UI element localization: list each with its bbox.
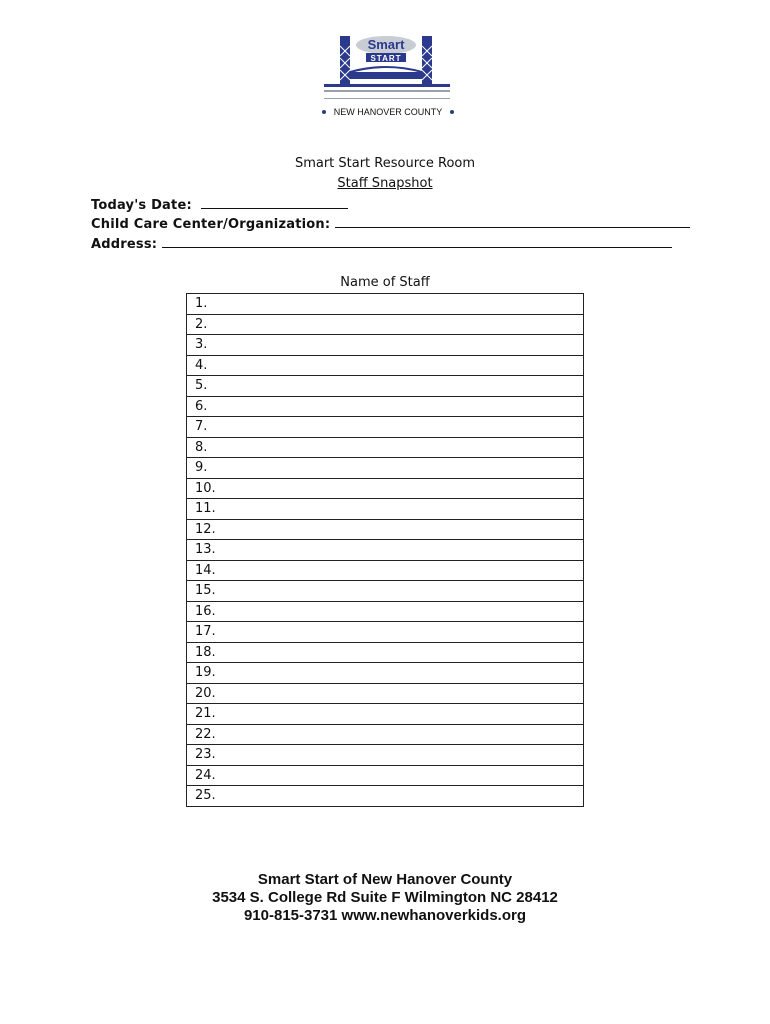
staff-row-number[interactable]: 16. <box>187 601 584 622</box>
staff-row-number[interactable]: 5. <box>187 376 584 397</box>
svg-text:Smart: Smart <box>367 37 405 52</box>
staff-row-number[interactable]: 25. <box>187 786 584 807</box>
table-row[interactable] <box>187 376 584 397</box>
staff-row-number[interactable]: 15. <box>187 581 584 602</box>
staff-row-number[interactable]: 18. <box>187 642 584 663</box>
table-row[interactable] <box>187 745 584 766</box>
staff-row-number[interactable]: 19. <box>187 663 584 684</box>
table-row[interactable] <box>187 540 584 561</box>
todays-date-blank[interactable] <box>201 196 348 209</box>
table-row[interactable] <box>187 396 584 417</box>
footer-organization: Smart Start of New Hanover County <box>257 871 513 888</box>
svg-text:START: START <box>370 54 402 63</box>
table-row[interactable] <box>187 765 584 786</box>
table-row[interactable] <box>187 601 584 622</box>
document-title: Smart Start Resource Room <box>294 156 476 171</box>
staff-row-number[interactable]: 10. <box>187 478 584 499</box>
staff-row-number[interactable]: 13. <box>187 540 584 561</box>
staff-row-number[interactable]: 23. <box>187 745 584 766</box>
staff-row-number[interactable]: 3. <box>187 335 584 356</box>
staff-row-number[interactable]: 9. <box>187 458 584 479</box>
todays-date-label: Today's Date: <box>91 198 192 213</box>
staff-row-number[interactable]: 11. <box>187 499 584 520</box>
table-row[interactable] <box>187 437 584 458</box>
staff-row-number[interactable]: 4. <box>187 355 584 376</box>
table-row[interactable] <box>187 663 584 684</box>
table-row[interactable] <box>187 519 584 540</box>
table-row[interactable] <box>187 704 584 725</box>
address-field[interactable] <box>91 235 672 252</box>
table-row[interactable] <box>187 499 584 520</box>
staff-row-number[interactable]: 24. <box>187 765 584 786</box>
table-row[interactable] <box>187 581 584 602</box>
organization-label: Child Care Center/Organization: <box>91 217 331 232</box>
staff-table <box>186 293 584 807</box>
staff-row-number[interactable]: 14. <box>187 560 584 581</box>
document-subtitle: Staff Snapshot <box>337 176 433 191</box>
table-row[interactable] <box>187 786 584 807</box>
table-row[interactable] <box>187 458 584 479</box>
organization-blank[interactable] <box>335 215 690 228</box>
staff-row-number[interactable]: 1. <box>187 294 584 315</box>
staff-row-number[interactable]: 20. <box>187 683 584 704</box>
staff-row-number[interactable]: 17. <box>187 622 584 643</box>
staff-row-number[interactable]: 7. <box>187 417 584 438</box>
table-row[interactable] <box>187 642 584 663</box>
svg-text:NEW HANOVER COUNTY: NEW HANOVER COUNTY <box>333 107 443 117</box>
table-row[interactable] <box>187 622 584 643</box>
staff-column-header: Name of Staff <box>340 275 430 290</box>
table-row[interactable] <box>187 478 584 499</box>
staff-row-number[interactable]: 2. <box>187 314 584 335</box>
address-label: Address: <box>91 237 158 252</box>
staff-row-number[interactable]: 21. <box>187 704 584 725</box>
todays-date-field[interactable] <box>91 196 348 213</box>
footer-address: 3534 S. College Rd Suite F Wilmington NC 28412 <box>212 889 558 906</box>
address-blank[interactable] <box>162 235 672 248</box>
table-row[interactable] <box>187 724 584 745</box>
table-row[interactable] <box>187 683 584 704</box>
table-row[interactable] <box>187 417 584 438</box>
organization-field[interactable] <box>91 215 690 232</box>
table-row[interactable] <box>187 294 584 315</box>
footer-contact: 910-815-3731 www.newhanoverkids.org <box>243 907 527 924</box>
table-row[interactable] <box>187 314 584 335</box>
staff-row-number[interactable]: 22. <box>187 724 584 745</box>
smart-start-logo <box>318 32 458 122</box>
table-row[interactable] <box>187 355 584 376</box>
staff-row-number[interactable]: 8. <box>187 437 584 458</box>
staff-row-number[interactable]: 6. <box>187 396 584 417</box>
staff-row-number[interactable]: 12. <box>187 519 584 540</box>
table-row[interactable] <box>187 335 584 356</box>
table-row[interactable] <box>187 560 584 581</box>
